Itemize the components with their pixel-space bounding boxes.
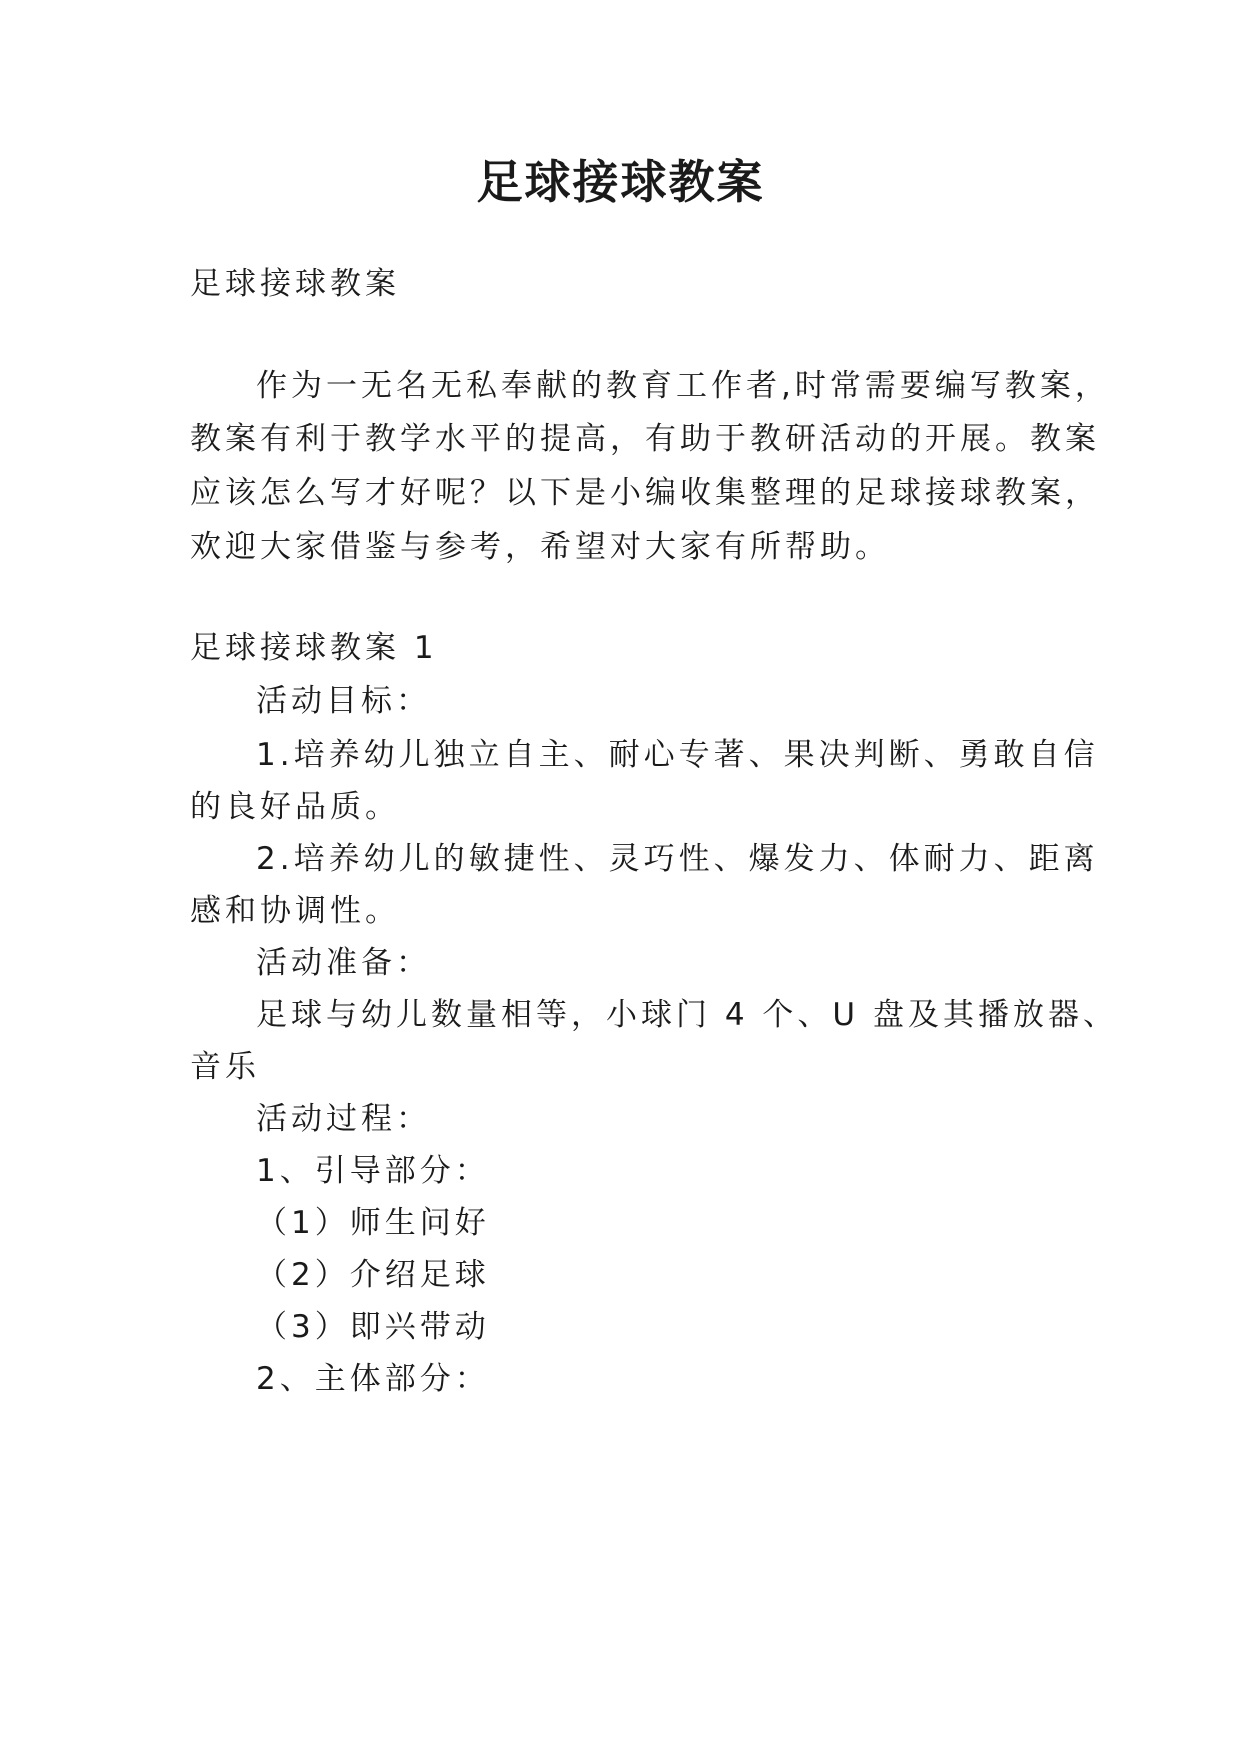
goal-item-continued: 的良好品质。 bbox=[190, 789, 400, 825]
step-heading: 1、引导部分： bbox=[256, 1153, 490, 1189]
intro-line: 应该怎么写才好呢？以下是小编收集整理的足球接球教案， bbox=[190, 475, 1100, 511]
prep-text-continued: 音乐 bbox=[190, 1049, 260, 1085]
prep-heading: 活动准备： bbox=[256, 945, 431, 981]
document-title: 足球接球教案 bbox=[476, 155, 765, 209]
prep-text: 足球与幼儿数量相等，小球门 4 个、U 盘及其播放器、 bbox=[256, 997, 1118, 1033]
goal-item-continued: 感和协调性。 bbox=[190, 893, 400, 929]
goal-heading: 活动目标： bbox=[256, 683, 431, 719]
document-subtitle: 足球接球教案 bbox=[190, 266, 400, 302]
process-heading: 活动过程： bbox=[256, 1101, 431, 1137]
step-item: （1）师生问好 bbox=[256, 1205, 490, 1241]
intro-line: 欢迎大家借鉴与参考，希望对大家有所帮助。 bbox=[190, 529, 890, 565]
step-item: （2）介绍足球 bbox=[256, 1257, 490, 1293]
intro-line: 作为一无名无私奉献的教育工作者,时常需要编写教案， bbox=[256, 368, 1110, 404]
step-heading: 2、主体部分： bbox=[256, 1361, 490, 1397]
step-item: （3）即兴带动 bbox=[256, 1309, 490, 1345]
goal-item: 1.培养幼儿独立自主、耐心专著、果决判断、勇敢自信 bbox=[256, 737, 1099, 773]
intro-line: 教案有利于教学水平的提高，有助于教研活动的开展。教案 bbox=[190, 421, 1100, 457]
section-heading: 足球接球教案 1 bbox=[190, 630, 438, 666]
goal-item: 2.培养幼儿的敏捷性、灵巧性、爆发力、体耐力、距离 bbox=[256, 841, 1099, 877]
